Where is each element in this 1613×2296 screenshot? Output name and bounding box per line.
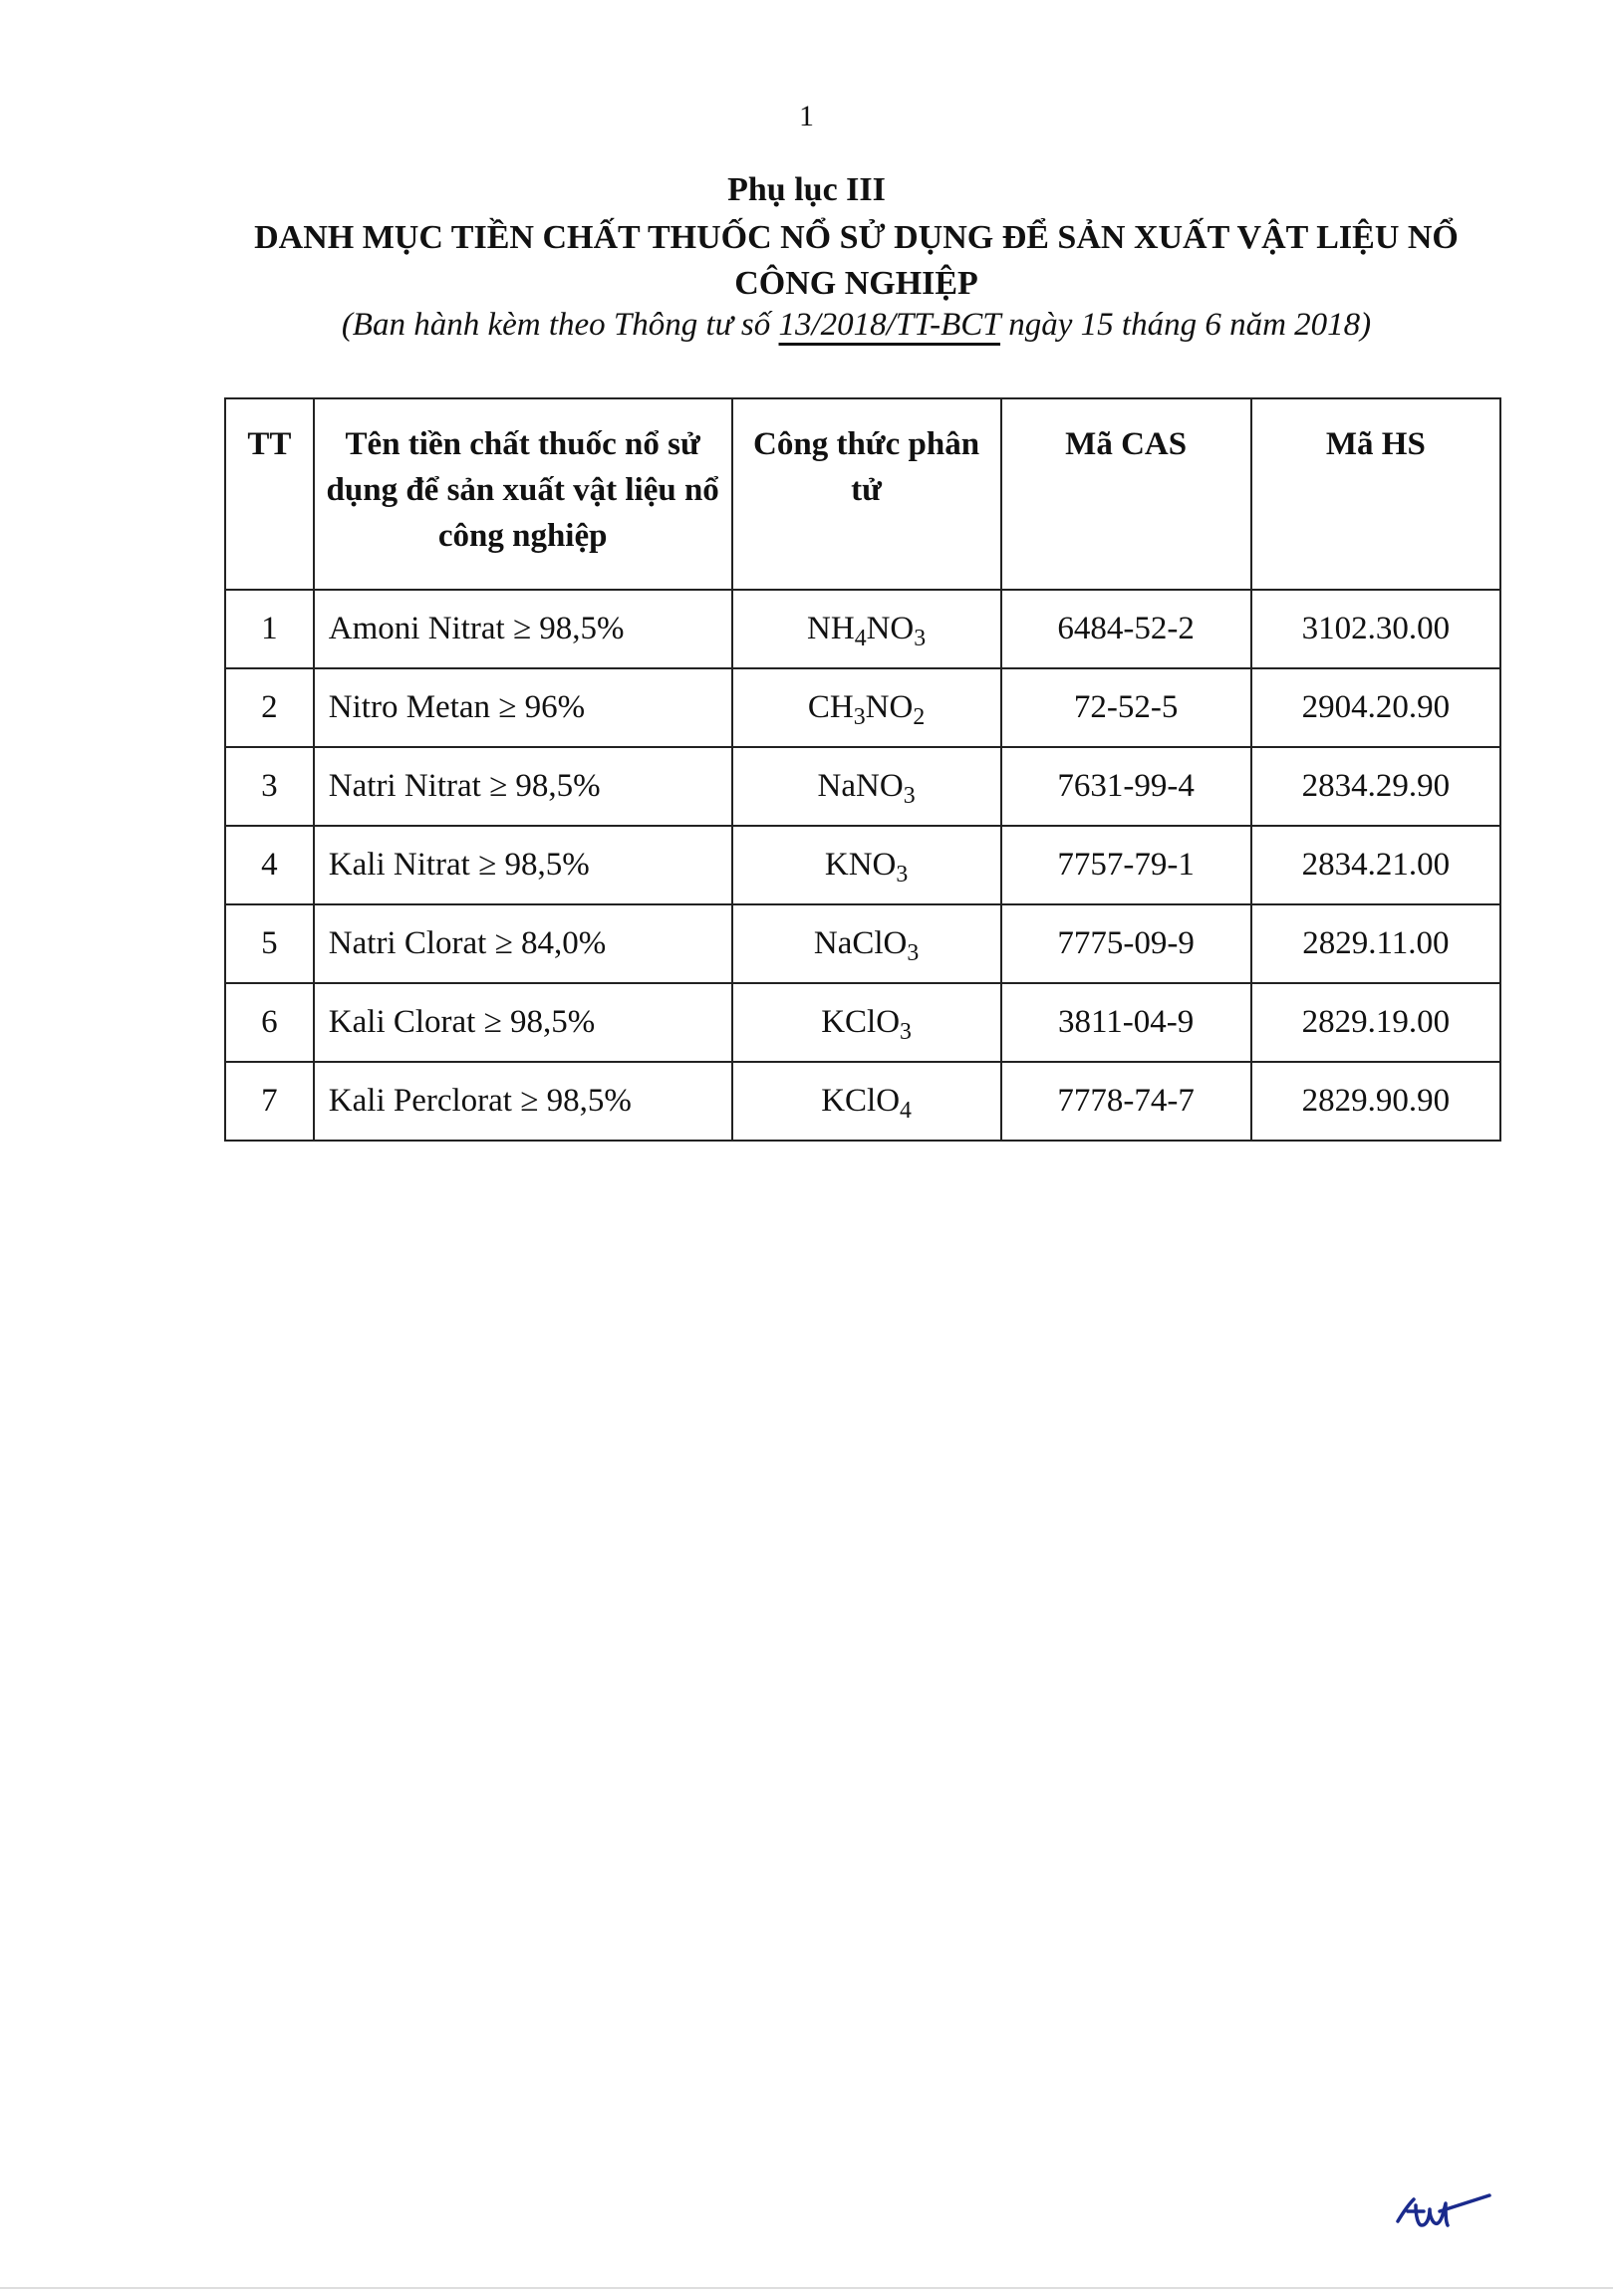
cell-tt: 1 bbox=[225, 590, 314, 668]
cell-cas: 7775-09-9 bbox=[1001, 904, 1251, 983]
formula-text: NO bbox=[865, 689, 914, 725]
cell-name: Amoni Nitrat ≥ 98,5% bbox=[314, 590, 732, 668]
circular-number: 13/2018/TT-BCT bbox=[778, 307, 1001, 343]
cell-name: Natri Clorat ≥ 84,0% bbox=[314, 904, 732, 983]
issued-note-suffix: ngày 15 tháng 6 năm 2018) bbox=[1000, 307, 1372, 343]
cell-formula bbox=[732, 1062, 1001, 1141]
cell-tt: 3 bbox=[225, 747, 314, 826]
cell-formula bbox=[732, 904, 1001, 983]
table-row bbox=[225, 826, 1500, 904]
precursor-table bbox=[224, 397, 1501, 1142]
cell-formula bbox=[732, 826, 1001, 904]
cell-formula bbox=[732, 668, 1001, 747]
formula-text: KNO bbox=[824, 847, 897, 883]
formula-text: KClO bbox=[821, 1004, 901, 1040]
table-row bbox=[225, 983, 1500, 1062]
page-bottom-edge bbox=[0, 2287, 1613, 2289]
cell-hs: 3102.30.00 bbox=[1251, 590, 1500, 668]
cell-hs: 2829.19.00 bbox=[1251, 983, 1500, 1062]
page-number: 1 bbox=[799, 100, 814, 132]
table-row bbox=[225, 1062, 1500, 1141]
cell-hs: 2904.20.90 bbox=[1251, 668, 1500, 747]
cell-cas: 3811-04-9 bbox=[1001, 983, 1251, 1062]
cell-hs: 2829.90.90 bbox=[1251, 1062, 1500, 1141]
formula-text: KClO bbox=[821, 1083, 901, 1119]
formula-subscript: 3 bbox=[914, 626, 927, 652]
handwritten-initials bbox=[1390, 2181, 1499, 2241]
table-row bbox=[225, 590, 1500, 668]
formula-text: NO bbox=[866, 611, 915, 646]
formula-subscript: 2 bbox=[913, 704, 926, 731]
header-name: Tên tiền chất thuốc nổ sử dụng để sản xuất vật liệu nổ công nghiệp bbox=[314, 398, 732, 590]
cell-formula bbox=[732, 747, 1001, 826]
header-hs: Mã HS bbox=[1251, 398, 1500, 590]
cell-tt: 2 bbox=[225, 668, 314, 747]
header-formula: Công thức phân tử bbox=[732, 398, 1001, 590]
formula-subscript: 4 bbox=[854, 626, 867, 652]
cell-name: Kali Clorat ≥ 98,5% bbox=[314, 983, 732, 1062]
cell-tt: 7 bbox=[225, 1062, 314, 1141]
cell-formula bbox=[732, 983, 1001, 1062]
header-cas: Mã CAS bbox=[1001, 398, 1251, 590]
formula-text: NaNO bbox=[817, 768, 904, 804]
table-row bbox=[225, 904, 1500, 983]
cell-name: Nitro Metan ≥ 96% bbox=[314, 668, 732, 747]
cell-formula bbox=[732, 590, 1001, 668]
document-title: DANH MỤC TIỀN CHẤT THUỐC NỔ SỬ DỤNG ĐỂ SẢN XUẤT VẬT LIỆU NỔ CÔNG NGHIỆP bbox=[254, 219, 1459, 302]
cell-tt: 5 bbox=[225, 904, 314, 983]
formula-subscript: 3 bbox=[903, 783, 916, 810]
cell-name: Kali Perclorat ≥ 98,5% bbox=[314, 1062, 732, 1141]
formula-subscript: 3 bbox=[900, 1019, 912, 1046]
formula-subscript: 3 bbox=[896, 862, 909, 889]
formula-subscript: 4 bbox=[900, 1098, 912, 1125]
cell-name: Kali Nitrat ≥ 98,5% bbox=[314, 826, 732, 904]
cell-hs: 2829.11.00 bbox=[1251, 904, 1500, 983]
table-row bbox=[225, 668, 1500, 747]
appendix-title: Phụ lục III bbox=[727, 171, 886, 208]
table-row bbox=[225, 747, 1500, 826]
cell-hs: 2834.21.00 bbox=[1251, 826, 1500, 904]
table-header-row bbox=[225, 398, 1500, 590]
formula-subscript: 3 bbox=[853, 704, 866, 731]
cell-cas: 7631-99-4 bbox=[1001, 747, 1251, 826]
header-tt: TT bbox=[225, 398, 314, 590]
issued-note bbox=[0, 307, 1613, 344]
formula-text: CH bbox=[807, 689, 854, 725]
cell-tt: 4 bbox=[225, 826, 314, 904]
formula-text: NaClO bbox=[813, 925, 908, 961]
cell-name: Natri Nitrat ≥ 98,5% bbox=[314, 747, 732, 826]
formula-text: NH bbox=[807, 611, 855, 646]
issued-note-prefix: (Ban hành kèm theo Thông tư số bbox=[341, 307, 779, 343]
cell-cas: 6484-52-2 bbox=[1001, 590, 1251, 668]
formula-subscript: 3 bbox=[907, 940, 920, 967]
cell-cas: 7778-74-7 bbox=[1001, 1062, 1251, 1141]
table-body bbox=[225, 590, 1500, 1141]
cell-cas: 72-52-5 bbox=[1001, 668, 1251, 747]
cell-hs: 2834.29.90 bbox=[1251, 747, 1500, 826]
cell-cas: 7757-79-1 bbox=[1001, 826, 1251, 904]
cell-tt: 6 bbox=[225, 983, 314, 1062]
